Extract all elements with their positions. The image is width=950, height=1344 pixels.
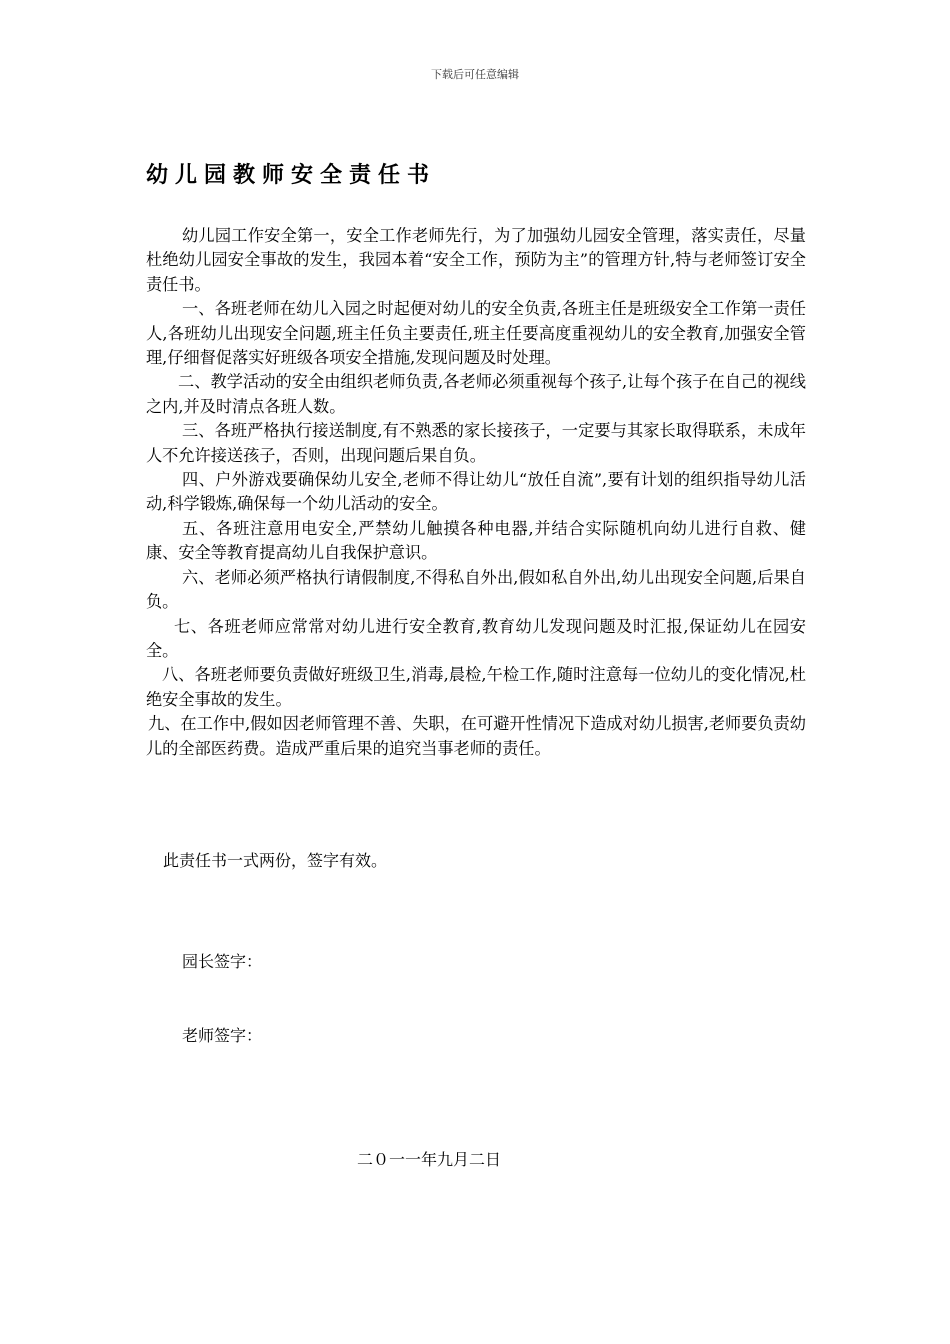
teacher-signature-label: 老师签字： [182,1026,263,1045]
header-note: 下载后可任意编辑 [431,68,519,81]
clause-6: 六、老师必须严格执行请假制度,不得私自外出,假如私自外出,幼儿出现安全问题,后果自负。 [146,567,806,612]
clause-7: 七、各班老师应常常对幼儿进行安全教育,教育幼儿发现问题及时汇报,保证幼儿在园安全。 [146,616,806,660]
principal-signature-label: 园长签字： [182,952,263,971]
document-title: 幼儿园教师安全责任书 [146,162,437,188]
clause-2: 二、教学活动的安全由组织老师负责,各老师必须重视每个孩子,让每个孩子在自己的视线之内,并及时清点各班人数。 [146,372,806,416]
closing-statement: 此责任书一式两份，签字有效。 [163,851,388,870]
clause-3: 三、各班严格执行接送制度,有不熟悉的家长接孩子，一定要与其家长取得联系，未成年人不允许接送孩子，否则，出现问题后果自负。 [146,421,806,465]
intro-paragraph: 幼儿园工作安全第一，安全工作老师先行，为了加强幼儿园安全管理，落实责任，尽量杜绝幼儿园安全事故的发生，我园本着“安全工作，预防为主”的管理方针,特与老师签订安全责任书。 [146,226,806,294]
clause-8: 八、各班老师要负责做好班级卫生,消毒,晨检,午检工作,随时注意每一位幼儿的变化情况,杜绝安全事故的发生。 [146,665,806,709]
document-body [146,224,806,761]
document-date: 二０一一年九月二日 [357,1150,502,1169]
clause-1: 一、各班老师在幼儿入园之时起便对幼儿的安全负责,各班主任是班级安全工作第一责任人,各班幼儿出现安全问题,班主任负主要责任,班主任要高度重视幼儿的安全教育,加强安全管理,仔细督促落实好班级各项安全措施,发现问题及时处理。 [146,299,806,368]
clause-5: 五、各班注意用电安全,严禁幼儿触摸各种电器,并结合实际随机向幼儿进行自救、健康、安全等教育提高幼儿自我保护意识。 [146,518,806,563]
clause-4: 四、户外游戏要确保幼儿安全,老师不得让幼儿“放任自流”,要有计划的组织指导幼儿活动,科学锻炼,确保每一个幼儿活动的安全。 [146,470,806,514]
clause-9: 九、在工作中,假如因老师管理不善、失职，在可避开性情况下造成对幼儿损害,老师要负责幼儿的全部医药费。造成严重后果的追究当事老师的责任。 [146,714,806,758]
